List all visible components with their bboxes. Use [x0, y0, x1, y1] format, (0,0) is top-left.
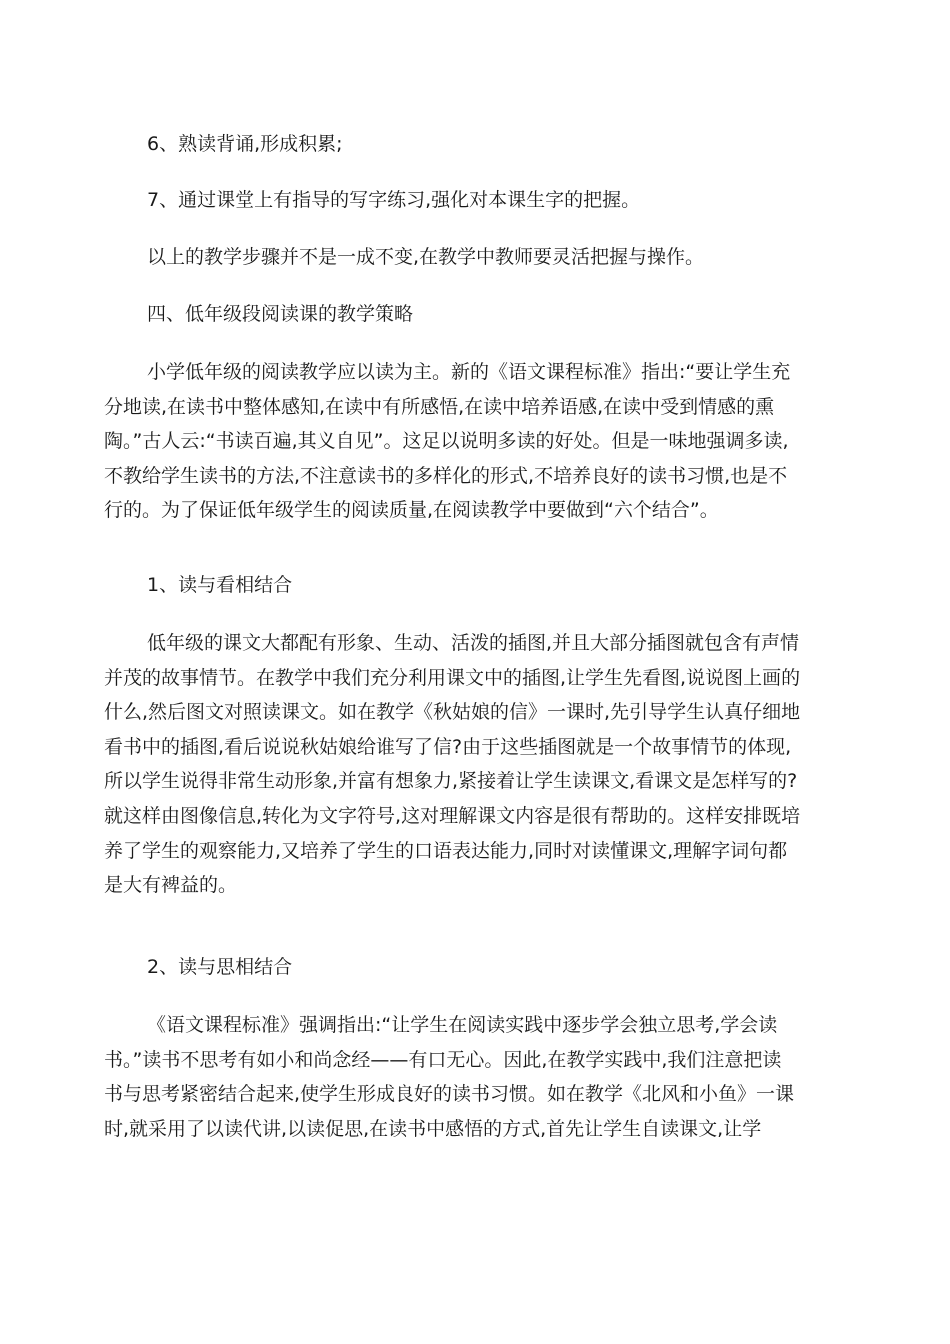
- paragraph-line: 低年级的课文大都配有形象、生动、活泼的插图,并且大部分插图就包含有声情: [147, 632, 800, 654]
- summary-text: 以上的教学步骤并不是一成不变,在教学中教师要灵活把握与操作。: [147, 246, 705, 268]
- paragraph-line: 陶。”古人云:“书读百遍,其义自见”。这足以说明多读的好处。但是一味地强调多读,: [104, 430, 789, 453]
- paragraph-line: 不教给学生读书的方法,不注意读书的多样化的形式,不培养良好的读书习惯,也是不: [104, 464, 788, 487]
- paragraph-line: 什么,然后图文对照读课文。如在教学《秋姑娘的信》一课时,先引导学生认真仔细地: [104, 701, 801, 724]
- step-6-text: 6、熟读背诵,形成积累;: [147, 133, 343, 155]
- paragraph-line: 行的。为了保证低年级学生的阅读质量,在阅读教学中要做到“六个结合”。: [104, 499, 719, 522]
- paragraph-line: 看书中的插图,看后说说秋姑娘给谁写了信?由于这些插图就是一个故事情节的体现,: [104, 735, 792, 758]
- paragraph-line: 书与思考紧密结合起来,使学生形成良好的读书习惯。如在教学《北风和小鱼》一课: [104, 1083, 795, 1106]
- read-think-paragraph: [104, 1008, 844, 1146]
- section-4-heading: 四、低年级段阅读课的教学策略: [147, 303, 414, 325]
- paragraph-line: 并茂的故事情节。在教学中我们充分利用课文中的插图,让学生先看图,说说图上画的: [104, 666, 801, 689]
- paragraph-line: 就这样由图像信息,转化为文字符号,这对理解课文内容是很有帮助的。这样安排既培: [104, 804, 801, 827]
- heading-read-and-think: 2、读与思相结合: [147, 956, 293, 978]
- paragraph-line: 书。”读书不思考有如小和尚念经——有口无心。因此,在教学实践中,我们注意把读: [104, 1048, 782, 1071]
- paragraph-line: 时,就采用了以读代讲,以读促思,在读书中感悟的方式,首先让学生自读课文,让学: [104, 1117, 762, 1140]
- paragraph-line: 养了学生的观察能力,又培养了学生的口语表达能力,同时对读懂课文,理解字词句都: [104, 839, 788, 862]
- heading-read-and-look: 1、读与看相结合: [147, 574, 293, 596]
- paragraph-line: 是大有裨益的。: [104, 874, 238, 897]
- paragraph-line: 所以学生说得非常生动形象,并富有想象力,紧接着让学生读课文,看课文是怎样写的?: [104, 770, 798, 793]
- step-7-text: 7、通过课堂上有指导的写字练习,强化对本课生字的把握。: [147, 189, 641, 211]
- intro-paragraph: [104, 355, 844, 528]
- paragraph-line: 《语文课程标准》强调指出:“让学生在阅读实践中逐步学会独立思考,学会读: [147, 1014, 778, 1036]
- paragraph-line: 分地读,在读书中整体感知,在读中有所感悟,在读中培养语感,在读中受到情感的熏: [104, 395, 775, 418]
- read-look-paragraph: [104, 626, 844, 903]
- paragraph-line: 小学低年级的阅读教学应以读为主。新的《语文课程标准》指出:“要让学生充: [147, 361, 791, 383]
